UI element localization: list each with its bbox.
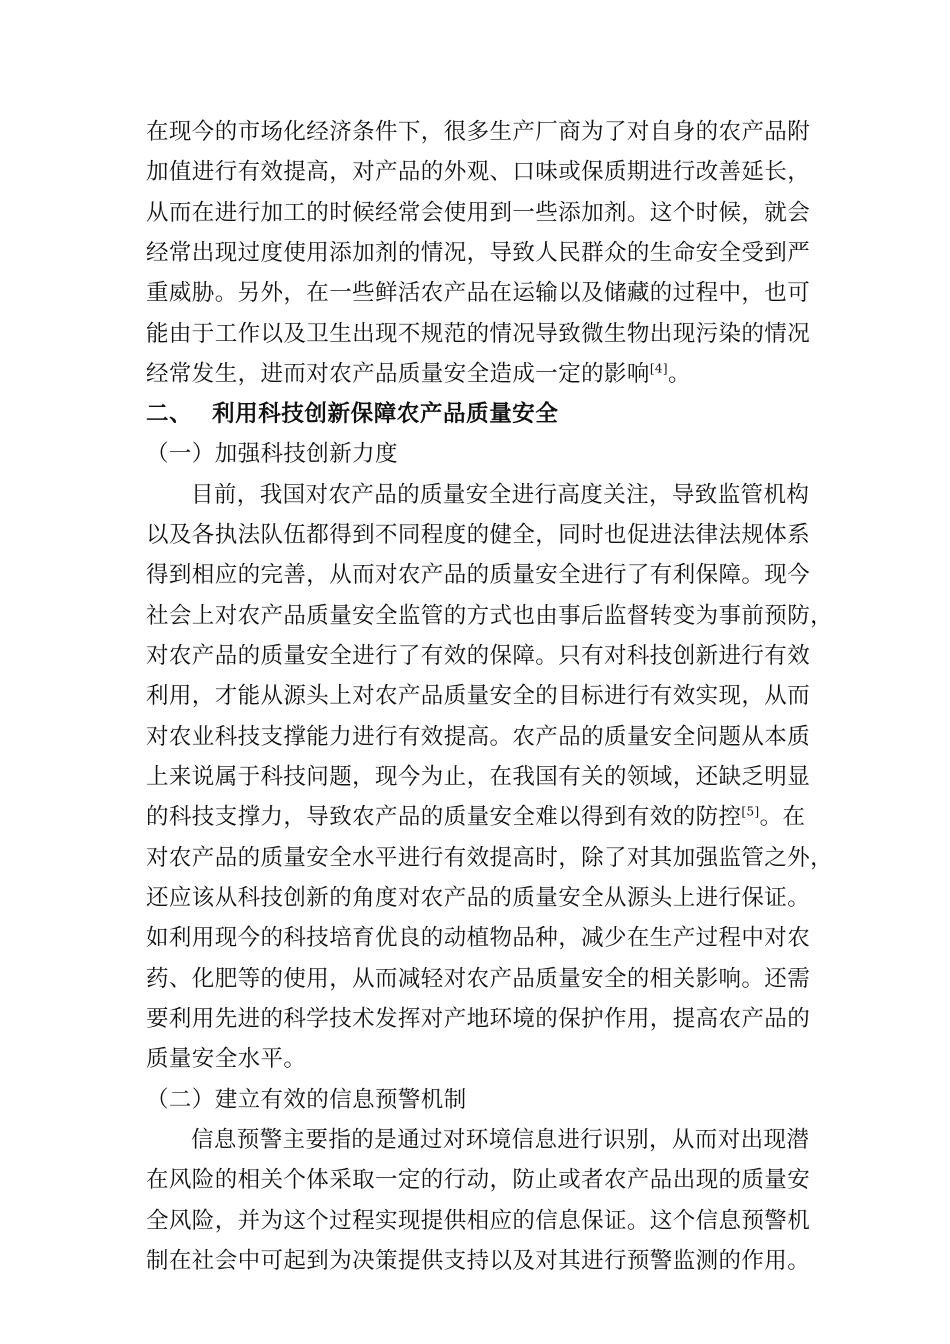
citation-ref: [5] <box>741 804 760 819</box>
paragraph-text: 经常发生，进而对农产品质量安全造成一定的影响 <box>146 361 650 387</box>
section-heading <box>146 394 816 434</box>
paragraph-line: 要利用先进的科学技术发挥对产地环境的保护作用，提高农产品的 <box>146 1006 811 1032</box>
paragraph-line: 从而在进行加工的时候经常会使用到一些添加剂。这个时候，就会 <box>146 200 811 226</box>
paragraph-line: 得到相应的完善，从而对农产品的质量安全进行了有利保障。现今 <box>146 562 811 588</box>
subsection-title: （一）加强科技创新力度 <box>146 441 398 467</box>
paragraph-line <box>146 354 816 394</box>
paragraph-line: 重威胁。另外，在一些鲜活农产品在运输以及储藏的过程中，也可 <box>146 280 811 306</box>
paragraph-line: 对农业科技支撑能力进行有效提高。农产品的质量安全问题从本质 <box>146 724 811 750</box>
paragraph-text: 。 <box>668 361 691 387</box>
citation-ref: [4] <box>649 361 669 376</box>
paragraph-line: 加值进行有效提高，对产品的外观、口味或保质期进行改善延长， <box>146 159 811 185</box>
paragraph-line <box>146 797 816 837</box>
subsection-title: （二）建立有效的信息预警机制 <box>146 1087 467 1113</box>
paragraph-line: 在风险的相关个体采取一定的行动，防止或者农产品出现的质量安 <box>146 1167 811 1193</box>
paragraph-line: 以及各执法队伍都得到不同程度的健全，同时也促进法律法规体系 <box>146 522 811 548</box>
paragraph-line: 还应该从科技创新的角度对农产品的质量安全从源头上进行保证。 <box>146 885 811 911</box>
paragraph-line: 如利用现今的科技培育优良的动植物品种，减少在生产过程中对农 <box>146 925 811 951</box>
paragraph-text: 。在 <box>759 804 806 830</box>
paragraph-line: 上来说属于科技问题，现今为止，在我国有关的领域，还缺乏明显 <box>146 764 811 790</box>
paragraph-line: 制在社会中可起到为决策提供支持以及对其进行预警监测的作用。 <box>146 1248 811 1274</box>
paragraph-line: 对农产品的质量安全进行了有效的保障。只有对科技创新进行有效 <box>146 643 811 669</box>
paragraph-line: 经常出现过度使用添加剂的情况，导致人民群众的生命安全受到严 <box>146 240 811 266</box>
section-title: 利用科技创新保障农产品质量安全 <box>212 401 559 427</box>
paragraph-line: 社会上对农产品质量安全监管的方式也由事后监督转变为事前预防， <box>146 603 834 629</box>
paragraph-line: 全风险，并为这个过程实现提供相应的信息保证。这个信息预警机 <box>146 1208 811 1234</box>
paragraph-line: 能由于工作以及卫生出现不规范的情况导致微生物出现污染的情况 <box>146 321 811 347</box>
paragraph-line: 在现今的市场化经济条件下，很多生产厂商为了对自身的农产品附 <box>146 119 811 145</box>
paragraph-line: 目前，我国对农产品的质量安全进行高度关注，导致监管机构 <box>191 482 810 508</box>
paragraph-text: 的科技支撑力，导致农产品的质量安全难以得到有效的防控 <box>146 804 742 830</box>
paragraph-line: 信息预警主要指的是通过对环境信息进行识别，从而对出现潜 <box>191 1127 810 1153</box>
paragraph-line: 利用，才能从源头上对农产品质量安全的目标进行有效实现，从而 <box>146 683 811 709</box>
section-number: 二、 <box>146 401 193 427</box>
paragraph-line: 对农产品的质量安全水平进行有效提高时，除了对其加强监管之外， <box>146 845 834 871</box>
paragraph-line: 药、化肥等的使用，从而减轻对农产品质量安全的相关影响。还需 <box>146 966 811 992</box>
paragraph-line: 质量安全水平。 <box>146 1046 307 1072</box>
